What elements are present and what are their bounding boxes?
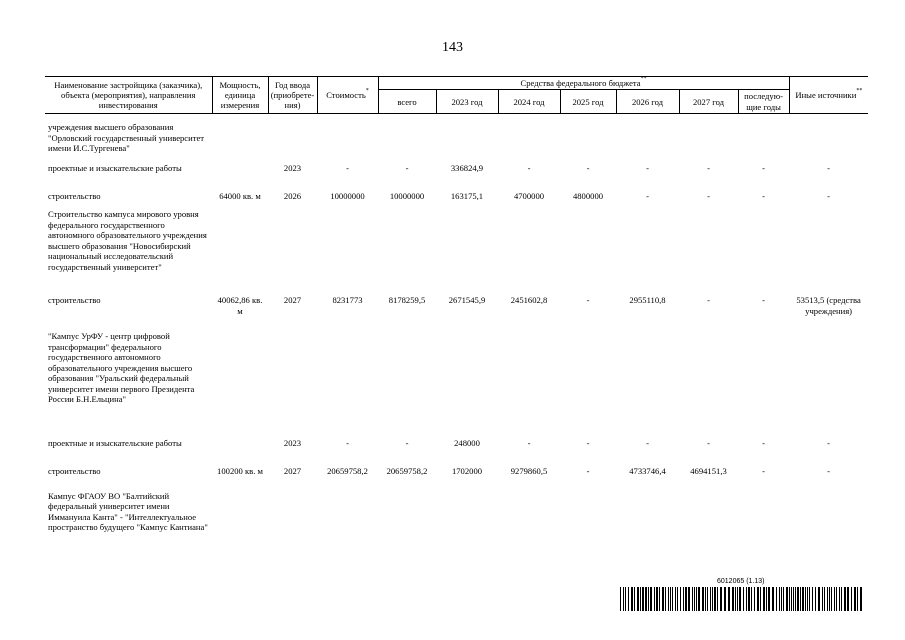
header-other-sources: Иные источники** — [789, 77, 868, 114]
table-row — [45, 455, 868, 478]
row-total: 10000000 — [389, 190, 425, 201]
row-next: - — [762, 190, 765, 201]
header-2027: 2027 год — [679, 90, 738, 114]
row-2025: - — [586, 162, 590, 173]
header-capacity: Мощность, единица измерения — [212, 77, 268, 114]
row-2025: 4800000 — [572, 190, 604, 201]
row-2024: - — [527, 438, 531, 449]
row-2024: 2451602,8 — [510, 295, 548, 306]
row-capacity — [212, 156, 268, 180]
row-cost: - — [346, 438, 349, 449]
row-name: "Кампус УрФУ - центр цифровой трансформации" федерального государственного автономного образовательного учреждения высшего образования "Уральский федеральный университет имени первого Президента России Б.Н.Ельцина" — [48, 331, 195, 405]
row-cost: - — [346, 162, 349, 173]
row-2023 — [436, 114, 498, 156]
page-number: 143 — [442, 40, 463, 55]
row-cost: 20659758,2 — [327, 466, 368, 477]
row-name: проектные и изыскательские работы — [48, 438, 182, 449]
row-2025 — [560, 114, 616, 156]
row-2023: 163175,1 — [450, 190, 484, 201]
barcode-bars — [620, 587, 866, 611]
row-next: - — [762, 438, 765, 449]
table-row — [45, 293, 868, 329]
table-row — [45, 329, 868, 431]
row-name: строительство — [48, 295, 101, 306]
header-name: Наименование застройщика (заказчика), объекта (мероприятия), направления инвестирования — [45, 77, 212, 114]
row-capacity — [212, 114, 268, 156]
table-row — [45, 114, 868, 156]
row-capacity: 64000 кв. м — [219, 190, 261, 201]
row-2027: - — [707, 295, 710, 306]
row-2025: - — [586, 438, 590, 449]
row-cost — [317, 114, 378, 156]
row-2026: 4733746,4 — [629, 466, 666, 477]
table-row — [45, 156, 868, 180]
row-2026: - — [646, 190, 649, 201]
row-next: - — [762, 466, 765, 477]
row-year: 2027 — [283, 466, 302, 477]
table-row — [45, 180, 868, 203]
row-name: проектные и изыскательские работы — [48, 162, 182, 173]
row-capacity — [212, 431, 268, 455]
row-total: 8178259,5 — [388, 295, 426, 306]
header-federal-budget: Средства федерального бюджета** — [378, 77, 789, 90]
row-2026: - — [646, 162, 649, 173]
row-capacity: 100200 кв. м — [217, 466, 263, 477]
row-next: - — [762, 162, 765, 173]
row-2025: - — [586, 295, 590, 306]
row-2023: 336824,9 — [450, 162, 484, 173]
row-name: Строительство кампуса мирового уровня федерального государственного автономного образовательного учреждения высшего образования "Новосибирский национальный исследовательский государственный университет" — [48, 209, 207, 272]
row-name: Кампус ФГАОУ ВО "Балтийский федеральный университет имени Иммануила Канта" - "Интеллектуальное пространство будущего "Кампус Кантиана" — [48, 490, 208, 533]
row-other: - — [827, 190, 831, 201]
row-name: учреждения высшего образования "Орловский государственный университет имени И.С.Тургенева" — [48, 122, 205, 154]
row-total: - — [405, 162, 409, 173]
row-2023: 1702000 — [451, 466, 483, 477]
row-2026: 2955110,8 — [629, 295, 666, 306]
header-next-years: последую-щие годы — [738, 90, 789, 114]
table-row — [45, 431, 868, 455]
row-year: 2026 — [283, 190, 302, 201]
row-name: строительство — [48, 190, 101, 201]
investment-table — [45, 76, 868, 535]
row-capacity: 40062,86 кв. м — [217, 295, 263, 316]
row-2024 — [498, 114, 560, 156]
barcode-text: 6012065 (1.13) — [717, 578, 765, 585]
row-year: 2023 — [283, 438, 302, 449]
row-other — [789, 114, 868, 156]
table-row — [45, 203, 868, 293]
row-other: - — [827, 466, 831, 477]
row-2027: 4694151,3 — [690, 466, 727, 477]
row-2027 — [679, 114, 738, 156]
row-2024: 4700000 — [513, 190, 545, 201]
row-other: - — [827, 438, 831, 449]
row-2027: - — [707, 190, 710, 201]
row-2023: 2671545,9 — [448, 295, 486, 306]
row-other: 53513,5 (средства учреждения) — [796, 295, 861, 316]
row-cost: 8231773 — [332, 295, 363, 306]
row-2024: 9279860,5 — [510, 466, 548, 477]
barcode — [620, 578, 866, 614]
table-row — [45, 479, 868, 535]
header-year: Год ввода (приобрете-ния) — [268, 77, 317, 114]
row-year — [268, 114, 317, 156]
row-year: 2023 — [283, 162, 302, 173]
row-total: 20659758,2 — [386, 466, 428, 477]
header-2025: 2025 год — [560, 90, 616, 114]
row-next: - — [762, 295, 765, 306]
row-2023: 248000 — [454, 438, 480, 449]
row-2025: - — [586, 466, 590, 477]
row-2027: - — [707, 438, 710, 449]
header-2024: 2024 год — [498, 90, 560, 114]
header-total: всего — [378, 90, 436, 114]
row-2024: - — [527, 162, 531, 173]
row-2026 — [616, 114, 679, 156]
row-cost: 10000000 — [330, 190, 365, 201]
row-next — [738, 114, 789, 156]
row-other: - — [827, 162, 831, 173]
row-2026: - — [646, 438, 649, 449]
header-2023: 2023 год — [436, 90, 498, 114]
row-2027: - — [707, 162, 710, 173]
row-year: 2027 — [283, 295, 302, 306]
row-name: строительство — [48, 466, 101, 477]
row-total: - — [405, 438, 409, 449]
header-2026: 2026 год — [616, 90, 679, 114]
header-cost: Стоимость* — [317, 77, 378, 114]
row-total — [378, 114, 436, 156]
